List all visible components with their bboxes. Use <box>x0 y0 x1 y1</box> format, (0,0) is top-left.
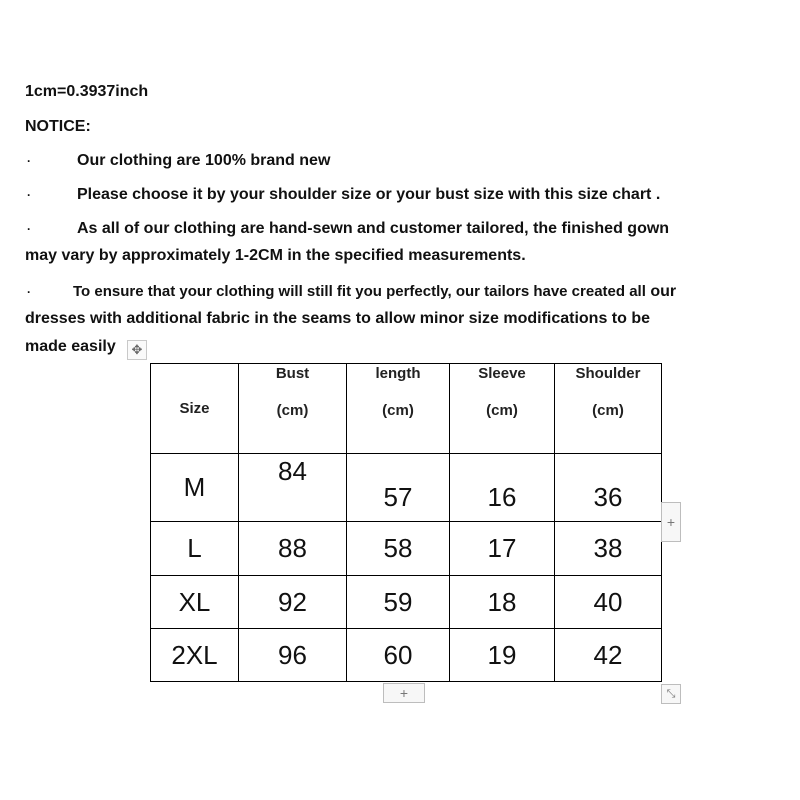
header-length <box>347 364 450 454</box>
size-cell: M <box>151 454 239 522</box>
size-cell: XL <box>151 576 239 629</box>
sleeve-cell: 18 <box>450 576 555 629</box>
notice-4-line-3: made easily <box>25 338 116 355</box>
header-sleeve-unit: (cm) <box>486 402 518 419</box>
bust-cell: 88 <box>239 522 347 576</box>
table-row <box>151 454 662 522</box>
notice-4-line-1 <box>73 282 676 302</box>
size-chart-table <box>150 363 662 682</box>
length-cell: 60 <box>347 629 450 682</box>
header-shoulder <box>555 364 662 454</box>
notice-4-line-1-part-b: our <box>650 283 677 300</box>
shoulder-cell: 42 <box>555 629 662 682</box>
bullet-3: · <box>27 222 31 236</box>
bust-cell: 96 <box>239 629 347 682</box>
notice-4-line-2: dresses with additional fabric in the seams to allow minor size modifications to be <box>25 310 651 327</box>
length-cell: 57 <box>347 454 450 522</box>
add-row-button[interactable] <box>383 683 425 703</box>
table-move-handle[interactable] <box>127 340 147 360</box>
table-header-row <box>151 364 662 454</box>
plus-icon: + <box>399 685 409 701</box>
bullet-4: · <box>27 285 31 299</box>
bullet-1: · <box>27 154 31 168</box>
notice-3-line-2: may vary by approximately 1-2CM in the specified measurements. <box>25 247 526 264</box>
header-sleeve <box>450 364 555 454</box>
table-resize-handle[interactable] <box>661 684 681 704</box>
notice-4-line-1-part-a: To ensure that your clothing will still fit you perfectly, our tailors have created all <box>73 283 646 300</box>
notice-1: Our clothing are 100% brand new <box>77 152 331 169</box>
notice-label: NOTICE: <box>25 118 91 135</box>
header-bust-name: Bust <box>275 365 310 382</box>
notice-3-line-1: As all of our clothing are hand-sewn and customer tailored, the finished gown <box>77 220 670 237</box>
size-cell: 2XL <box>151 629 239 682</box>
size-header: Size <box>151 364 239 454</box>
shoulder-cell: 40 <box>555 576 662 629</box>
shoulder-cell: 36 <box>555 454 662 522</box>
plus-icon: + <box>666 514 676 530</box>
shoulder-cell: 38 <box>555 522 662 576</box>
sleeve-cell: 19 <box>450 629 555 682</box>
conversion-text: 1cm=0.3937inch <box>25 83 149 100</box>
header-length-name: length <box>375 365 421 382</box>
sleeve-cell: 16 <box>450 454 555 522</box>
resize-icon: ⤡ <box>666 687 676 700</box>
move-icon: ✥ <box>131 342 143 357</box>
table-row <box>151 629 662 682</box>
table-row <box>151 576 662 629</box>
table-row <box>151 522 662 576</box>
header-sleeve-name: Sleeve <box>478 365 526 382</box>
header-shoulder-name: Shoulder <box>575 365 641 382</box>
bullet-2: · <box>27 188 31 202</box>
header-bust <box>239 364 347 454</box>
bust-cell: 92 <box>239 576 347 629</box>
size-cell: L <box>151 522 239 576</box>
notice-2: Please choose it by your shoulder size or your bust size with this size chart . <box>77 186 661 203</box>
header-length-unit: (cm) <box>382 402 414 419</box>
add-column-button[interactable] <box>661 502 681 542</box>
header-bust-unit: (cm) <box>276 402 309 419</box>
header-shoulder-unit: (cm) <box>592 402 624 419</box>
sleeve-cell: 17 <box>450 522 555 576</box>
length-cell: 58 <box>347 522 450 576</box>
bust-cell: 84 <box>239 454 347 522</box>
length-cell: 59 <box>347 576 450 629</box>
